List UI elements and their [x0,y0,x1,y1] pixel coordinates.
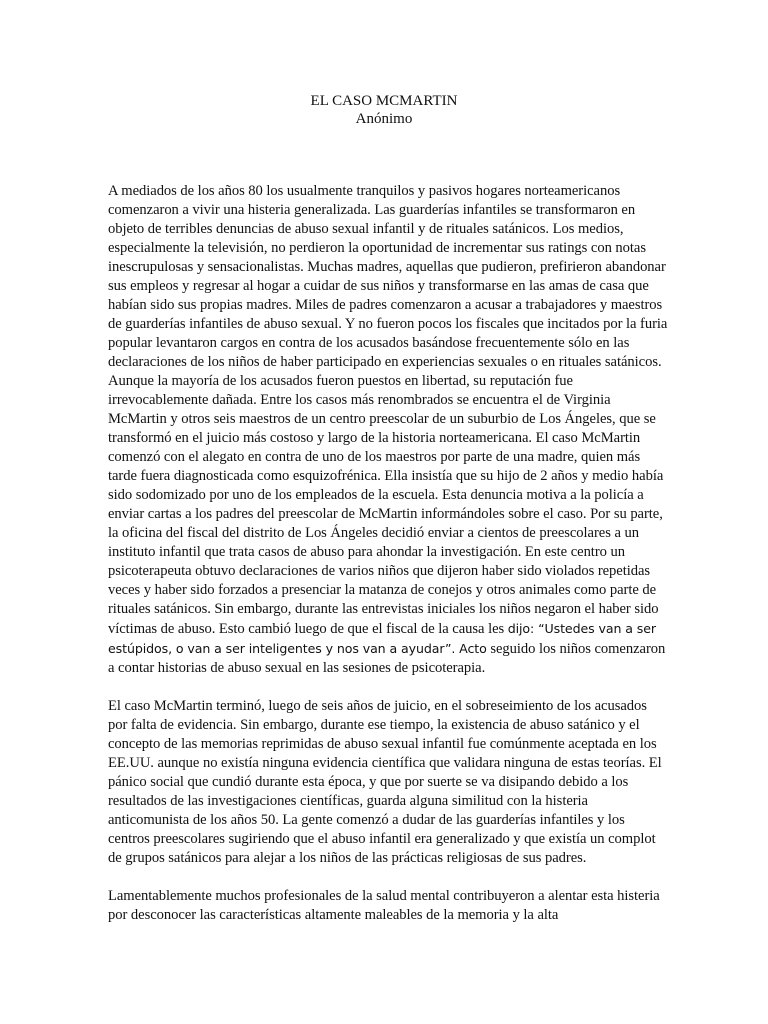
paragraph-1-text-after-quote: seguido los niños comenzaron a contar historias de abuso sexual en las sesiones de psicoterapia. [108,641,666,676]
paragraph-1-text-before-quote: A mediados de los años 80 los usualmente tranquilos y pasivos hogares norteamericanos comenzaron a vivir una histeria generalizada. Las guarderías infantiles se transformaron en objeto de terribles denuncias de abuso sexual infantil y de rituales satánicos. Los medios, especialmente la televisión, no perdieron la oportunidad de incrementar sus ratings con notas inescrupulosas y sensacionalistas. Muchas madres, aquellas que pudieron, prefirieron abandonar sus empleos y regresar al hogar a cuidar de sus niños y transformarse en las amas de casa que habían sido sus propias madres. Miles de padres comenzaron a acusar a trabajadores y maestros de guarderías infantiles de abuso sexual. Y no fueron pocos los fiscales que incitados por la furia popular levantaron cargos en contra de los acusados basándose frecuentemente sólo en las declaraciones de los niños de haber participado en experiencias sexuales o en rituales satánicos. Aunque la mayoría de los acusados fueron puestos en libertad, su reputación fue irrevocablemente dañada. Entre los casos más renombrados se encuentra el de Virginia McMartin y otros seis maestros de un centro preescolar de un suburbio de Los Ángeles, que se transformó en el juicio más costoso y largo de la historia norteamericana. El caso McMartin comenzó con el alegato en contra de uno de los maestros por parte de una madre, quien más tarde fuera diagnosticada como esquizofrénica. Ella insistía que su hijo de 2 años y medio había sido sodomizado por uno de los empleados de la escuela. Esta denuncia motiva a la policía a enviar cartas a los padres del preescolar de McMartin informándoles sobre el caso. Por su parte, la oficina del fiscal del distrito de Los Ángeles decidió enviar a cientos de preescolares a un instituto infantil que trata casos de abuso para ahondar la investigación. En este centro un psicoterapeuta obtuvo declaraciones de varios niños que dijeron haber sido violados repetidas veces y haber sido forzados a presenciar la matanza de conejos y otros animales como parte de rituales satánicos. Sin embargo, durante las entrevistas iniciales los niños negaron el haber sido víctimas de abuso. Esto cambió luego de que el fiscal de la causa les [108,183,668,637]
paragraph-3: Lamentablemente muchos profesionales de la salud mental contribuyeron a alentar esta histeria por desconocer las características altamente maleables de la memoria y la alta [108,888,660,923]
paragraph-2: El caso McMartin terminó, luego de seis años de juicio, en el sobreseimiento de los acusados por falta de evidencia. Sin embargo, durante ese tiempo, la existencia de abuso satánico y el concepto de las memorias reprimidas de abuso sexual infantil fue comúnmente aceptada en los EE.UU. aunque no existía ninguna evidencia científica que validara ninguna de estas teorías. El pánico social que cundió durante esta época, y que por suerte se va disipando debido a los resultados de las investigaciones científicas, guarda alguna similitud con la histeria anticomunista de los años 50. La gente comenzó a dudar de las guarderías infantiles y los centros preescolares sugiriendo que el abuso infantil era generalizado y que existía un complot de grupos satánicos para alejar a los niños de las prácticas religiosas de sus padres. [108,698,662,866]
paragraph-1 [108,182,668,678]
document-header [0,92,768,128]
document-author: Anónimo [355,111,413,127]
document-title: EL CASO MCMARTIN [310,93,458,109]
quoted-phrase: dijo: “Ustedes van a ser estúpidos, o van a ser inteligentes y nos van a ayudar”. Acto [108,621,656,656]
document-body [108,182,668,925]
